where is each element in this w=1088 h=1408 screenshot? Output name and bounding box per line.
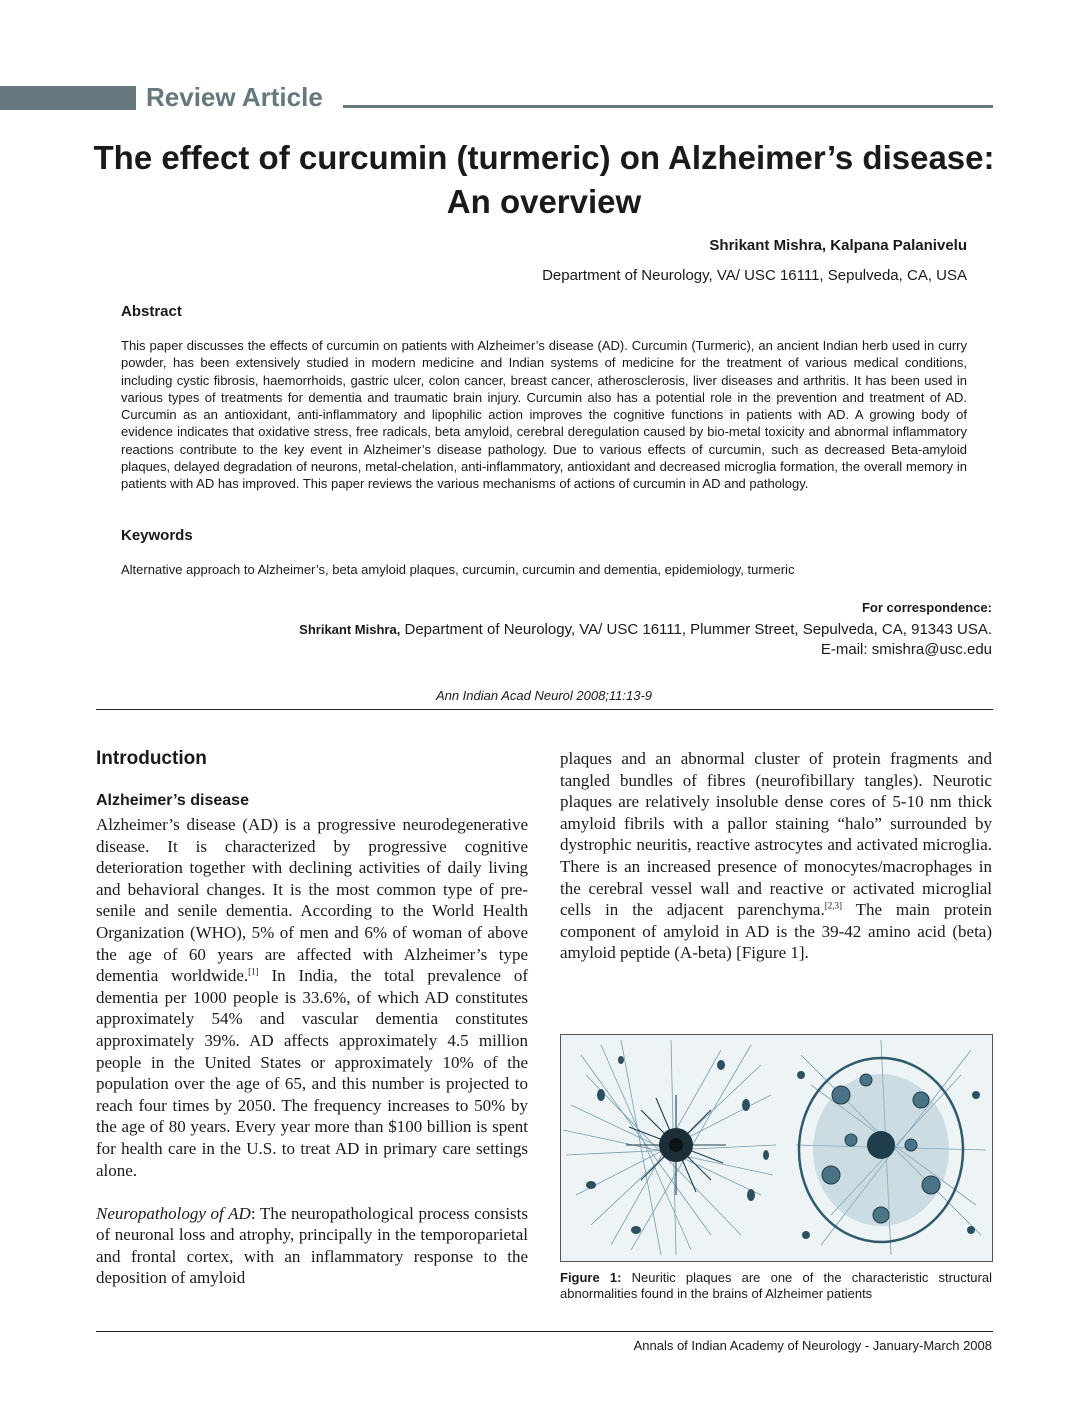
header-bar (0, 86, 136, 110)
footer-journal: Annals of Indian Academy of Neurology - January-March 2008 (633, 1338, 992, 1353)
figure-1-caption (560, 1270, 992, 1302)
title-line-1: The effect of curcumin (turmeric) on Alzheimer’s disease: (93, 139, 995, 176)
right-text-a: plaques and an abnormal cluster of protein fragments and tangled bundles of fibres (neurofibillary tangles). Neurotic plaques are relatively insoluble dense cores of 5-10 nm thick amyloid fibrils with a pallor staining “halo” surrounded by dystrophic neuritis, reactive astrocytes and activated microglia. There is an increased presence of monocytes/macrophages in the cerebral vessel wall and reactive or activated microglial cells in the adjacent parenchyma. (560, 749, 992, 920)
ref-2-3[interactable]: [2,3] (824, 900, 842, 911)
divider-top (96, 709, 993, 710)
alzheimers-subheading: Alzheimer’s disease (96, 792, 249, 809)
right-column-paragraph (560, 748, 992, 964)
abstract-heading: Abstract (121, 303, 182, 320)
intro-paragraph-2 (96, 1203, 528, 1289)
neuropathology-label: Neuropathology of AD (96, 1203, 251, 1223)
header-rule (343, 105, 993, 108)
authors: Shrikant Mishra, Kalpana Palanivelu (709, 237, 967, 254)
right-column (560, 748, 992, 964)
right-text-b: The main protein component of amyloid in AD is the 39-42 amino acid (beta) amyloid peptide (A-beta) [Figure 1]. (560, 900, 992, 963)
keywords-body: Alternative approach to Alzheimer’s, beta amyloid plaques, curcumin, curcumin and dementia, epidemiology, turmeric (121, 562, 795, 577)
figure-1-image (560, 1034, 993, 1262)
correspondence-email[interactable]: E-mail: smishra@usc.edu (820, 641, 992, 658)
neuritic-plaques-illustration (561, 1035, 992, 1261)
affiliation: Department of Neurology, VA/ USC 16111, Sepulveda, CA, USA (542, 267, 967, 284)
ref-1[interactable]: [1] (248, 966, 259, 977)
title-line-2: An overview (446, 183, 642, 220)
left-column (96, 814, 528, 1289)
section-label: Review Article (146, 82, 323, 112)
intro-paragraph-1 (96, 814, 528, 1181)
abstract-body: This paper discusses the effects of curcumin on patients with Alzheimer’s disease (AD). Curcumin (Turmeric), an ancient Indian herb used in curry powder, has been extensively studied in modern medicine and Indian systems of medicine for the treatment of various medical conditions, including cystic fibrosis, haemorrhoids, gastric ulcer, colon cancer, breast cancer, atherosclerosis, liver diseases and arthritis. It has been used in various types of treatments for dementia and traumatic brain injury. Curcumin also has a potential role in the prevention and treatment of AD. Curcumin as an antioxidant, anti-inflammatory and lipophilic action improves the cognitive functions in patients with AD. A growing body of evidence indicates that oxidative stress, free radicals, beta amyloid, cerebral deregulation caused by bio-metal toxicity and abnormal inflammatory reactions contribute to the key event in Alzheimer’s disease pathology. Due to various effects of curcumin, such as decreased Beta-amyloid plaques, delayed degradation of neurons, metal-chelation, anti-inflammatory, antioxidant and decreased microglia formation, the overall memory in patients with AD has improved. This paper reviews the various mechanisms of actions of curcumin in AD and pathology. (121, 338, 967, 492)
figure-caption-text: Neuritic plaques are one of the characteristic structural abnormalities found in the brains of Alzheimer patients (560, 1270, 992, 1301)
intro-p1-text-b: In India, the total prevalence of dementia per 1000 people is 33.6%, of which AD constitutes approximately 54% and vascular dementia constitutes approximately 39%. AD affects approximately 4.5 million people in the United States or approximately 10% of the population over the age of 65, and this number is projected to reach four times by 2050. The frequency increases to 50% by the age of 80 years. Every year more than $100 billion is spent for health care in the U.S. to treat AD in primary care settings alone. (96, 966, 528, 1180)
intro-p2-text: : The neuropathological process consists of neuronal loss and atrophy, principally in the temporoparietal and frontal cortex, with an inflammatory response to the deposition of amyloid (96, 1203, 528, 1288)
figure-label: Figure 1: (560, 1270, 622, 1285)
citation: Ann Indian Acad Neurol 2008;11:13-9 (435, 688, 653, 703)
intro-p1-text-a: Alzheimer’s disease (AD) is a progressive neurodegenerative disease. It is characterized by progressive cognitive deterioration together with declining activities of daily living and behavioral changes. It is the most common type of pre-senile and senile dementia. According to the World Health Organization (WHO), 5% of men and 6% of woman of above the age of 60 years are affected with Alzheimer’s type dementia worldwide. (96, 815, 528, 986)
article-title (60, 136, 1028, 224)
correspondence-address (299, 621, 992, 638)
correspondence-heading: For correspondence: (861, 600, 992, 615)
introduction-heading: Introduction (96, 748, 207, 769)
correspondence-name: Shrikant Mishra, (299, 622, 401, 637)
correspondence-address-text: Department of Neurology, VA/ USC 16111, Plummer Street, Sepulveda, CA, 91343 USA. (400, 621, 992, 638)
divider-bottom (96, 1331, 993, 1332)
keywords-heading: Keywords (121, 527, 193, 544)
